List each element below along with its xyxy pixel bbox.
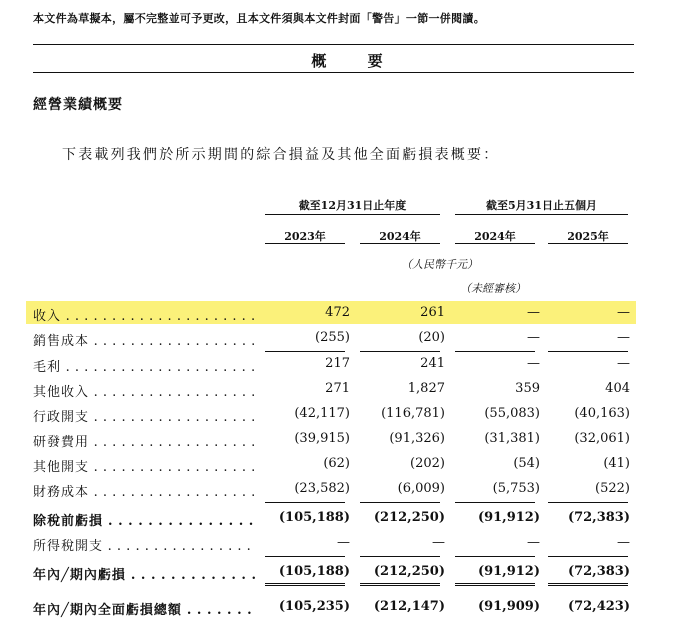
cell-value: (31,381) [484, 431, 540, 446]
cell-value: (72,423) [567, 599, 630, 614]
cell-value: 271 [325, 381, 350, 396]
subtotal-rule [360, 556, 440, 557]
cell-value: — [617, 330, 630, 345]
cell-value: (32,061) [574, 431, 630, 446]
group-header-period: 截至5月31日止五個月 [486, 199, 597, 212]
cell-value: (72,383) [567, 510, 630, 525]
cell-value: (6,009) [397, 481, 445, 496]
subtotal-rule [360, 351, 440, 352]
group-rule-period [455, 214, 628, 215]
row-label: 收入 . . . [33, 305, 255, 324]
cell-value: (55,083) [484, 406, 540, 421]
cell-value: 1,827 [407, 381, 445, 396]
year-header-2023: 2023年 [284, 230, 326, 243]
row-label: 行政開支 . . . [33, 406, 255, 425]
cell-value: (116,781) [381, 406, 445, 421]
title-rule-top [33, 44, 634, 45]
row-label: 年內╱期內全面虧損總額 . . . [33, 599, 255, 618]
title-rule-bottom [33, 72, 634, 73]
table-row [0, 599, 700, 621]
subtotal-rule [455, 351, 535, 352]
group-header-annual: 截至12月31日止年度 [298, 199, 407, 212]
cell-value: (91,912) [477, 564, 540, 579]
cell-value: (72,383) [567, 564, 630, 579]
cell-value: 241 [420, 356, 445, 371]
cell-value: (91,912) [477, 510, 540, 525]
page-title: 概 要 [311, 52, 401, 70]
year-header-2024: 2024年 [379, 230, 421, 243]
cell-value: (105,188) [278, 510, 350, 525]
cell-value: (255) [315, 330, 350, 345]
cell-value: (54) [513, 456, 540, 471]
cell-value: (23,582) [294, 481, 350, 496]
subtotal-rule [360, 502, 440, 503]
row-label: 其他開支 . . . [33, 456, 255, 475]
subtotal-rule [265, 556, 345, 557]
cell-value: 359 [515, 381, 540, 396]
table-row [0, 356, 700, 378]
cell-value: 261 [420, 305, 445, 320]
cell-value: — [527, 535, 540, 550]
year-rule [265, 243, 345, 244]
cell-value: (91,909) [477, 599, 540, 614]
cell-value: (91,326) [389, 431, 445, 446]
table-row [0, 510, 700, 532]
table-row [0, 381, 700, 403]
cell-value: (105,188) [278, 564, 350, 579]
row-label: 所得稅開支 . . . [33, 535, 255, 554]
cell-value: — [432, 535, 445, 550]
row-label: 財務成本 . . . [33, 481, 255, 500]
row-label: 其他收入 . . . [33, 381, 255, 400]
subtotal-rule [265, 351, 345, 352]
subtotal-rule [548, 351, 628, 352]
cell-value: — [337, 535, 350, 550]
total-double-rule [548, 583, 628, 586]
row-label: 毛利 . . . [33, 356, 255, 375]
total-double-rule [360, 583, 440, 586]
group-rule-annual [265, 214, 440, 215]
table-row [0, 535, 700, 557]
year-header-2024-period: 2024年 [474, 230, 516, 243]
cell-value: 404 [605, 381, 630, 396]
table-row [0, 456, 700, 478]
cell-value: — [527, 356, 540, 371]
row-label: 研發費用 . . . [33, 431, 255, 450]
subtotal-rule [265, 502, 345, 503]
intro-text: 下表載列我們於所示期間的綜合損益及其他全面虧損表概要： [62, 147, 500, 163]
cell-value: (42,117) [294, 406, 350, 421]
cell-value: (41) [603, 456, 630, 471]
year-rule [548, 243, 628, 244]
cell-value: — [617, 535, 630, 550]
unaudited-label: （未經審核） [460, 282, 526, 295]
cell-value: (212,147) [373, 599, 445, 614]
table-row [0, 330, 700, 352]
cell-value: (202) [410, 456, 445, 471]
cell-value: (522) [595, 481, 630, 496]
subtotal-rule [455, 502, 535, 503]
unit-label: （人民幣千元） [401, 258, 478, 271]
cell-value: — [527, 330, 540, 345]
table-row [0, 431, 700, 453]
cell-value: (40,163) [574, 406, 630, 421]
cell-value: — [527, 305, 540, 320]
cell-value: 217 [325, 356, 350, 371]
row-label: 銷售成本 . . . [33, 330, 255, 349]
year-rule [360, 243, 440, 244]
cell-value: — [617, 356, 630, 371]
draft-warning: 本文件為草擬本，屬不完整並可予更改，且本文件須與本文件封面「警告」一節一併閱讀。 [33, 12, 485, 25]
subtotal-rule [548, 556, 628, 557]
row-label: 年內╱期內虧損 . . . [33, 564, 255, 583]
section-heading: 經營業績概要 [33, 97, 123, 113]
table-row [0, 481, 700, 503]
subtotal-rule [548, 502, 628, 503]
year-header-2025-period: 2025年 [567, 230, 609, 243]
total-double-rule [455, 583, 535, 586]
table-row [0, 305, 700, 327]
cell-value: (5,753) [492, 481, 540, 496]
cell-value: (105,235) [278, 599, 350, 614]
cell-value: (62) [323, 456, 350, 471]
row-label: 除稅前虧損 . . . [33, 510, 255, 529]
cell-value: — [617, 305, 630, 320]
cell-value: (20) [418, 330, 445, 345]
year-rule [455, 243, 535, 244]
cell-value: (39,915) [294, 431, 350, 446]
cell-value: (212,250) [373, 510, 445, 525]
subtotal-rule [455, 556, 535, 557]
cell-value: 472 [325, 305, 350, 320]
cell-value: (212,250) [373, 564, 445, 579]
total-double-rule [265, 583, 345, 586]
table-row [0, 406, 700, 428]
